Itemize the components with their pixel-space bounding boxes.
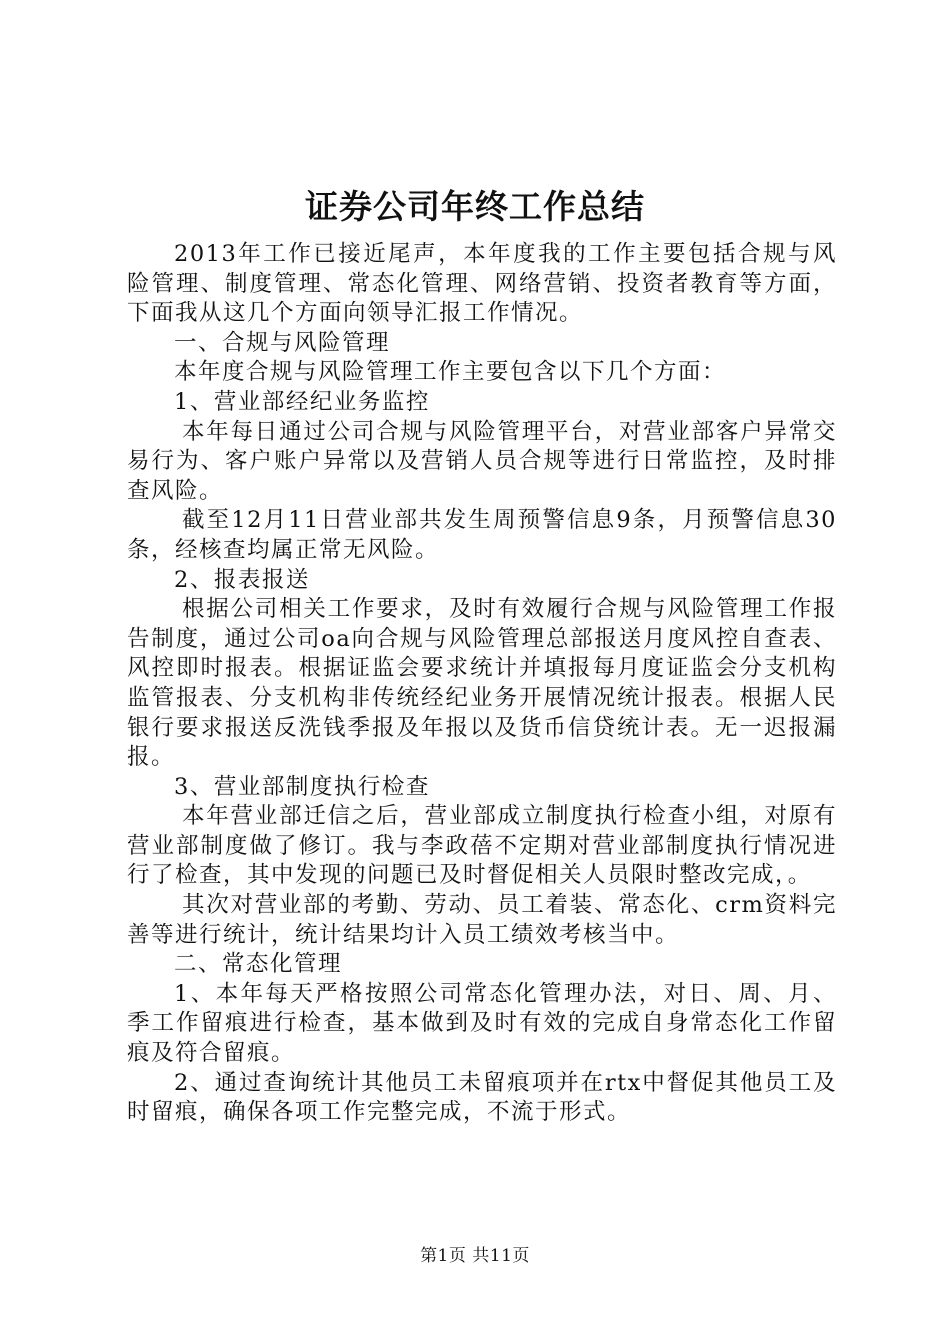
paragraph: 1、本年每天严格按照公司常态化管理办法，对日、周、月、季工作留痕进行检查，基本做到及时有效的完成自身常态化工作留痕及符合留痕。 bbox=[127, 980, 837, 1067]
paragraph: 2、通过查询统计其他员工未留痕项并在rtx中督促其他员工及时留痕，确保各项工作完整完成，不流于形式。 bbox=[127, 1069, 837, 1126]
section-heading: 一、合规与风险管理 bbox=[174, 329, 391, 356]
paragraph: 截至12月11日营业部共发生周预警信息9条，月预警信息30条，经核查均属正常无风险。 bbox=[127, 507, 837, 563]
subsection-heading: 2、报表报送 bbox=[174, 566, 310, 593]
paragraph: 其次对营业部的考勤、劳动、员工着装、常态化、crm资料完善等进行统计，统计结果均计入员工绩效考核当中。 bbox=[127, 892, 837, 948]
section-heading: 二、常态化管理 bbox=[174, 951, 343, 978]
subsection-heading: 3、营业部制度执行检查 bbox=[174, 773, 430, 800]
paragraph: 本年营业部迁信之后，营业部成立制度执行检查小组，对原有营业部制度做了修订。我与李政蓓不定期对营业部制度执行情况进行了检查，其中发现的问题已及时督促相关人员限时整改完成，。 bbox=[127, 803, 837, 889]
document-title: 证券公司年终工作总结 bbox=[305, 187, 645, 226]
document-body bbox=[127, 240, 837, 1128]
page-footer: 第1页 共11页 bbox=[420, 1246, 530, 1266]
paragraph: 2013年工作已接近尾声，本年度我的工作主要包括合规与风险管理、制度管理、常态化管理、网络营销、投资者教育等方面，下面我从这几个方面向领导汇报工作情况。 bbox=[127, 241, 837, 327]
paragraph: 根据公司相关工作要求，及时有效履行合规与风险管理工作报告制度，通过公司oa向合规与风险管理总部报送月度风控自查表、风控即时报表。根据证监会要求统计并填报每月度证监会分支机构监管报表、分支机构非传统经纪业务开展情况统计报表。根据人民银行要求报送反洗钱季报及年报以及货币信贷统计表。无一迟报漏报。 bbox=[127, 596, 837, 771]
paragraph: 本年每日通过公司合规与风险管理平台，对营业部客户异常交易行为、客户账户异常以及营销人员合规等进行日常监控，及时排查风险。 bbox=[127, 418, 837, 504]
paragraph: 本年度合规与风险管理工作主要包含以下几个方面： bbox=[174, 359, 727, 386]
subsection-heading: 1、营业部经纪业务监控 bbox=[174, 388, 430, 415]
